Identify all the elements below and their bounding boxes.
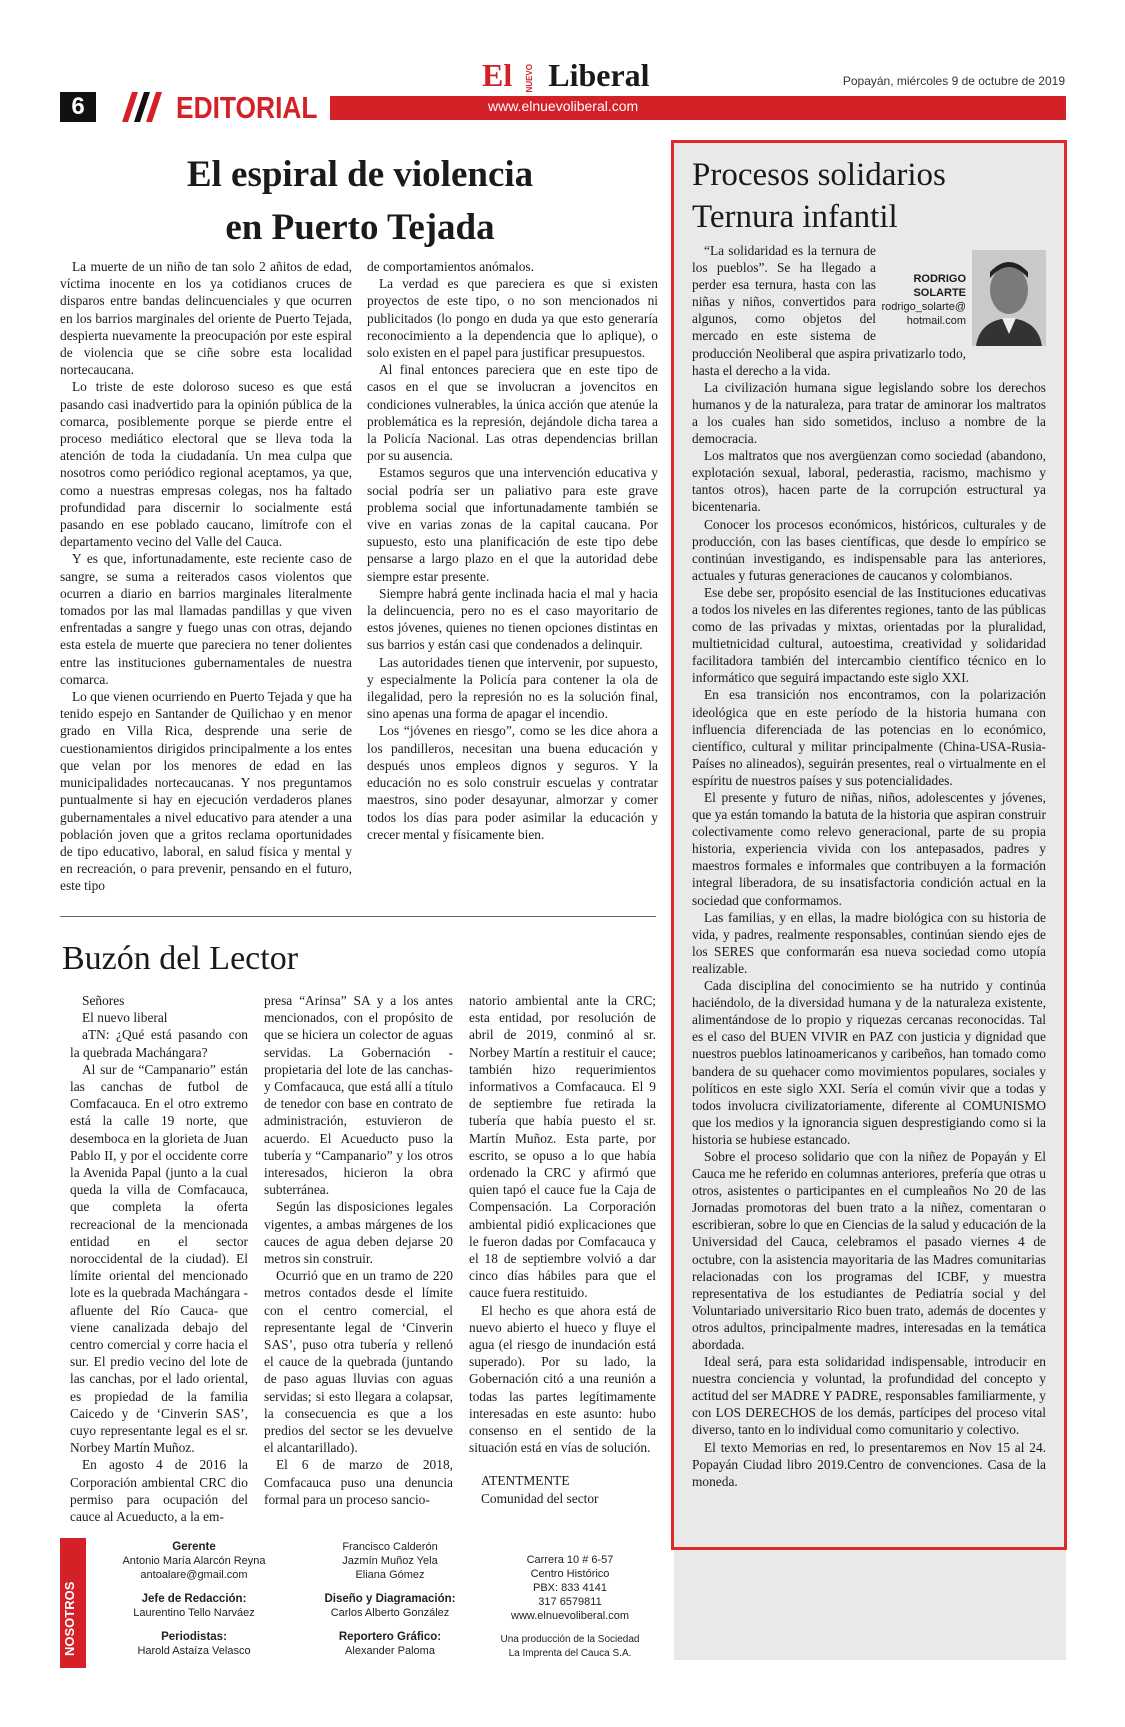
signature-line: Comunidad del sector: [481, 1490, 599, 1506]
footer-label: Jefe de Redacción:: [141, 1593, 247, 1605]
editorial-title-line2: en Puerto Tejada: [225, 207, 495, 248]
opinion-title-line2: Ternura infantil: [692, 199, 898, 235]
footer-production: Una producción de la Sociedad: [500, 1634, 640, 1645]
paragraph: Ocurrió que en un tramo de 220 metros contados desde el límite con el centro comercial, el representante legal de ‘Cinverin SAS’, puso otra tubería y rellenó el cauce de la quebrada (juntando de paso aguas lluvias con aguas servidas; si esto llegara a colapsar, la consecuencia es que a los predios del sector se les devuelve el alcantarillado).: [264, 1268, 453, 1456]
greeting-line: aTN: ¿Qué está pasando con la quebrada Machángara?: [70, 1027, 248, 1060]
footer-value: Laurentino Tello Narváez: [133, 1607, 255, 1619]
paragraph: Conocer los procesos económicos, históricos, culturales y de producción, con las bases científicas, que desde lo empírico se continúan investigando, es indispensable para las anteriores, actuales y futuras generaciones de caucanos y colombianos.: [692, 516, 1046, 583]
paragraph: Según las disposiciones legales vigentes, a ambas márgenes de los cauces de agua deben dejarse 20 metros sin construir.: [264, 1199, 453, 1267]
author-email-domain: hotmail.com: [906, 315, 966, 327]
buzon-column-3: [469, 992, 656, 1507]
paragraph: “La solidaridad es la ternura de los pueblos”. Se ha llegado a perder esa ternura, hasta con las niñas y niños, convertidos para algunos, como objetos del mercado en este sistema de producción Neoliberal que aspira privatizarlo todo, hasta el derecho a la vida.: [692, 243, 966, 378]
footer-value: Carlos Alberto González: [330, 1607, 450, 1619]
highlight-box: [671, 140, 1067, 1550]
logo-el: El: [482, 57, 513, 93]
paragraph: El presente y futuro de niñas, niños, adolescentes y jóvenes, que ya están tomando la batuta de la historia que aspiran construir colectivamente como relevo generacional, parte de su propia historia, experiencia vivida con los antepasados, padres y maestros formales e informales que contribuyen a la formación integral liberadora, de su insatisfactoria condición actual en la sociedad que conformamos.: [692, 790, 1046, 908]
paragraph: El texto Memorias en red, lo presentaremos en Nov 15 al 24. Popayán Ciudad libro 2019.Centro de convenciones. Casa de la moneda.: [692, 1439, 1046, 1489]
paragraph: Ideal será, para esta solidaridad indispensable, introducir en nuestra conciencia y voluntad, la profundidad del concepto y actitud del ser MADRE Y PADRE, responsables familiarmente, y con LOS DERECHOS de los demás, partícipes del proceso vital diverso, tanto en lo individual como comunitario y colectivo.: [692, 1354, 1046, 1438]
paragraph: En esa transición nos encontramos, con la polarización ideológica que en este período de la historia humana con influencia diferenciada de las potencias en lo económico, científico, cultural y militar principalmente (China-USA-Rusia- Países no alineados), seguirán presentes, real o virtualmente en el espíritu de nuestros países y sus potencialidades.: [692, 687, 1046, 788]
paragraph: La verdad es que pareciera es que si existen proyectos de este tipo, o no son mencionados ni publicitados (lo pongo en duda ya que esto generaría reconocimiento a la dependencia que lo aplique), o solo existen en el papel para justificar presupuestos.: [367, 276, 658, 361]
buzon-title: Buzón del Lector: [62, 940, 299, 977]
paragraph: Las familias, y en ellas, la madre biológica con su historia de vida, y padres, realmente responsables, continúan siendo ejes de los SERES que conformarán esa nueva sociedad como utopía realizable.: [692, 909, 1046, 976]
footer-tab-label: NOSOTROS: [62, 1581, 77, 1656]
editorial-column-1: [60, 258, 352, 895]
paragraph: Al final entonces pareciera que en este tipo de casos en el que se involucran a jovencitos en condiciones vulnerables, la única acción que atenúe la problemática es la represión, dejándole dicha tarea a la Policía Nacional. Las otras dependencias brillan por su ausencia.: [367, 362, 658, 464]
footer-phone: 317 6579811: [538, 1596, 602, 1608]
footer-value: Harold Astaíza Velasco: [137, 1645, 251, 1657]
footer-label: Periodistas:: [161, 1631, 227, 1643]
paragraph: de comportamientos anómalos.: [367, 259, 534, 274]
paragraph: En agosto 4 de 2016 la Corporación ambiental CRC dio permiso para ocupación del cauce al Acueducto, a la em-: [70, 1457, 248, 1525]
author-name: RODRIGO SOLARTE: [913, 273, 966, 299]
dateline: Popayán, miércoles 9 de octubre de 2019: [842, 74, 1065, 88]
logo-nuevo: NUEVO: [525, 64, 535, 93]
paragraph: Sobre el proceso solidario que con la niñez de Popayán y El Cauca me he referido en columnas anteriores, prefería que otras u otros, asistentes o participantes en el cumpleaños No 20 de las Jornadas promotoras del buen trato a la niñez, comentaran o escribieran, sobre lo que en Ciencias de la salud y educación de la Universidad del Cauca, celebramos el pasado viernes 4 de octubre, con la asistencia mayoritaria de las Madres comunitarias relacionadas con los programas del ICBF, y muestra representativa de los estudiantes de Pediatría social y del Voluntariado universitario Rico buen trato, además de docentes y otros adultos, principalmente madres, interesadas en la temática abordada.: [692, 1148, 1046, 1352]
logo-liberal: Liberal: [548, 57, 650, 93]
footer-contact-col: [490, 1553, 650, 1661]
signature-line: ATENTMENTE: [481, 1473, 570, 1489]
footer-email[interactable]: antoalare@gmail.com: [140, 1569, 248, 1581]
footer-value: Alexander Paloma: [345, 1645, 435, 1657]
footer-label: Gerente: [172, 1541, 216, 1553]
footer-value: Antonio María Alarcón Reyna: [122, 1555, 266, 1567]
greeting-line: Señores: [82, 993, 125, 1008]
footer-web-link[interactable]: www.elnuevoliberal.com: [511, 1610, 629, 1622]
footer-value: Jazmín Muñoz Yela: [342, 1555, 438, 1567]
editorial-title: [60, 148, 660, 254]
footer-value: Eliana Gómez: [355, 1569, 425, 1581]
paragraph: La muerte de un niño de tan solo 2 añitos de edad, víctima inocente en los ya cotidianos cruces de disparos entre bandas delincuenciales y que ocurren en los barrios marginales del oriente de Puerto Tejada, despierta nuevamente la preocupación por este espiral de violencia que se ciñe sobre esta localidad nortecaucana.: [60, 259, 352, 378]
paragraph: Las autoridades tienen que intervenir, por supuesto, y especialmente la Policía para contener la ola de ilegalidad, pero la represión no es la solución final, sino apenas una forma de apagar el incendio.: [367, 654, 658, 722]
footer-staff-col-1: [100, 1540, 288, 1658]
page-number: 6: [60, 92, 96, 122]
section-title: EDITORIAL: [176, 90, 318, 125]
paragraph: Cada disciplina del conocimiento se ha nutrido y continúa haciéndolo, de la diversidad humana y de la naturaleza existente, alimentándose de lo propio y riquezas cercanas reconocidas. Tal es el caso del BUEN VIVIR en PAZ con justicia y dignidad que nuestros pueblos latinoamericanos y caribeños, han tomado como bandera de su quehacer como movimientos populares, sociales y políticos en este siglo XXI. Sería el común vivir que a todas y todos involucra civilizatoriamente, diferente al COMUNISMO que los medios y la ignorancia siguen desprestigiando como si la historia se hubiese estancado.: [692, 978, 1046, 1147]
footer-address: Carrera 10 # 6-57: [526, 1554, 614, 1566]
paragraph: Al sur de “Campanario” están las canchas de futbol de Comfacauca. En el otro extremo está la calle 19 norte, que desemboca en la glorieta de Juan Pablo II, y por el occidente corre la Avenida Papal (junto a la cual queda la villa de Comfacauca, que completa la oferta recreacional de la mencionada entidad en el sector noroccidental de la ciudad). El límite oriental del mencionado lote es la quebrada Machángara -afluente del Río Cauca- que viene canalizada debajo del centro comercial y corre hacia el sur. El predio vecino del lote de las canchas, por el lado oriental, es propiedad de la familia Caicedo y de ‘Cinverin SAS’, cuyo representante legal es el sr. Norbey Martín Muñoz.: [70, 1061, 248, 1456]
footer-staff-col-2: [300, 1540, 480, 1658]
author-email: rodrigo_solarte@: [881, 301, 966, 313]
paragraph: El hecho es que ahora está de nuevo abierto el hueco y fluye el agua (el riesgo de inundación está superado). Por su lado, la Gobernación citó a una reunión a todas las partes legítimamente interesadas en este asunto: hubo consenso en el sentido de la situación está en vías de solución.: [469, 1302, 656, 1456]
footer-address: Centro Histórico: [530, 1568, 610, 1580]
footer-label: Diseño y Diagramación:: [324, 1593, 456, 1605]
paragraph: Lo que vienen ocurriendo en Puerto Tejada y que ha tenido espejo en Santander de Quilichao y en menor grado en Villa Rica, desprende una serie de cuestionamientos dirigidos principalmente a los entes que velan por los menores de edad en las municipalidades nortecaucanas. Y nos preguntamos puntualmente si hay en ejecución verdaderos planes gubernamentales a nivel educativo para atender a una población joven que a gritos reclama oportunidades de tipo educativo, laboral, en salud física y mental y en recreación, o para prevenir, pensando en el futuro, este tipo: [60, 689, 352, 894]
section-divider: [60, 916, 656, 917]
footer-production: La Imprenta del Cauca S.A.: [508, 1648, 632, 1659]
paragraph: Estamos seguros que una intervención educativa y social podría ser un paliativo para este grave problema social que infortunadamente también se vive en varias zonas de la capital caucana. Por supuesto, esto una planificación de este tipo debe pensarse a largo plazo en el que la autoridad debe siempre estar presente.: [367, 465, 658, 584]
footer-label: Reportero Gráfico:: [338, 1631, 442, 1643]
newspaper-logo: [482, 58, 650, 93]
paragraph: La civilización humana sigue legislando sobre los derechos humanos y de la naturaleza, para tratar de aminorar los maltratos a los cuales han sido sometidos, incluso a nombre de la democracia.: [692, 379, 1046, 447]
paragraph: Lo triste de este doloroso suceso es que está pasando casi inadvertido para la opinión pública de la comarca, posiblemente porque se pierde entre el proceso mediático electoral que se lleva toda la atención de toda la ciudadanía. Un mea culpa que nosotros como periódico regional aceptamos, ya que, como a nuestras empresas colegas, nos ha faltado profundidad para discernir lo socialmente está pasando en ese poblado caucano, limítrofe con el departamento vecino del Valle del Cauca.: [60, 379, 352, 550]
buzon-column-1: [70, 992, 248, 1525]
footer-value: Francisco Calderón: [342, 1541, 438, 1553]
footer-tab: [60, 1538, 86, 1668]
paragraph: Ese debe ser, propósito esencial de las Instituciones educativas a todos los niveles en las diferentes regiones, tanto de las públicas como de las privadas y mixtas, orientadas por la pluralidad, multietnicidad cultural, autoestima, creatividad y solidaridad facilitadora también del intercambio científico técnico en lo informático que seguirá impactando este siglo XXI.: [692, 584, 1046, 686]
section-slashes-decoration: [112, 92, 162, 122]
paragraph: Siempre habrá gente inclinada hacia el mal y hacia la delincuencia, pero no es el caso mayoritario de estos jóvenes, quienes no tienen opciones distintas en sus barrios y están casi que condenados a delinquir.: [367, 585, 658, 653]
editorial-title-line1: El espiral de violencia: [186, 154, 534, 195]
paragraph: El 6 de marzo de 2018, Comfacauca puso una denuncia formal para un proceso sancio-: [264, 1457, 453, 1507]
paragraph: presa “Arinsa” SA y a los antes mencionados, con el propósito de que se hiciera un colector de aguas servidas. La Gobernación -propietaria del lote de las canchas- y Comfacauca, que está allí a título de tenedor con base en contrato de administración, estuvieron de acuerdo. El Acueducto puso la tubería y “Campanario” y los otros interesados, hicieron la obra subterránea.: [264, 993, 453, 1198]
paragraph: Los “jóvenes en riesgo”, como se les dice ahora a los pandilleros, necesitan una buena educación y después unos empleos dignos y seguros. Y la educación no es solo construir escuelas y contratar maestros, sino poder desayunar, almorzar y comer todos los días para poder asimilar la educación y crecer mental y físicamente bien.: [367, 723, 658, 842]
paragraph: Los maltratos que nos avergüenzan como sociedad (abandono, explotación sexual, laboral, pederastia, racismo, machismo y tantos otros), hacen parte de la corrupción estructural ya bicentenaria.: [692, 448, 1046, 515]
header-url[interactable]: www.elnuevoliberal.com: [488, 98, 639, 114]
opinion-title-line1: Procesos solidarios: [692, 157, 946, 193]
footer-phone: PBX: 833 4141: [532, 1582, 607, 1594]
editorial-column-2: [367, 258, 658, 843]
header-red-bar: [330, 96, 1066, 120]
paragraph: Y es que, infortunadamente, este reciente caso de sangre, se suma a reiterados casos violentos que ocurren a diario en barrios marginales literalmente tomados por las mal llamadas pandillas y que viven enfrentadas a sangre y fuego unas con otras, dejando esta estela de muerte que pareciera no tener dolientes entre las instituciones gubernamentales de nuestra comarca.: [60, 551, 352, 687]
paragraph: natorio ambiental ante la CRC; esta entidad, por resolución de abril de 2019, conminó al sr. Norbey Martín a restituir el cauce; también hizo requerimientos informativos a Comfacauca. El 9 de septiembre fue retirada la tubería que había puesto el sr. Martín Muñoz. Esta parte, por escrito, se opuso a lo que había ordenado la CRC y afirmó que quien tapó el cauce fue la Caja de Compensación. La Corporación ambiental pidió explicaciones que le fueron dadas por Comfacauca y el 18 de septiembre volvió a dar cinco días hábiles para que el cauce fuera restituido.: [469, 993, 656, 1301]
greeting-line: El nuevo liberal: [82, 1010, 168, 1026]
buzon-column-2: [264, 992, 453, 1508]
